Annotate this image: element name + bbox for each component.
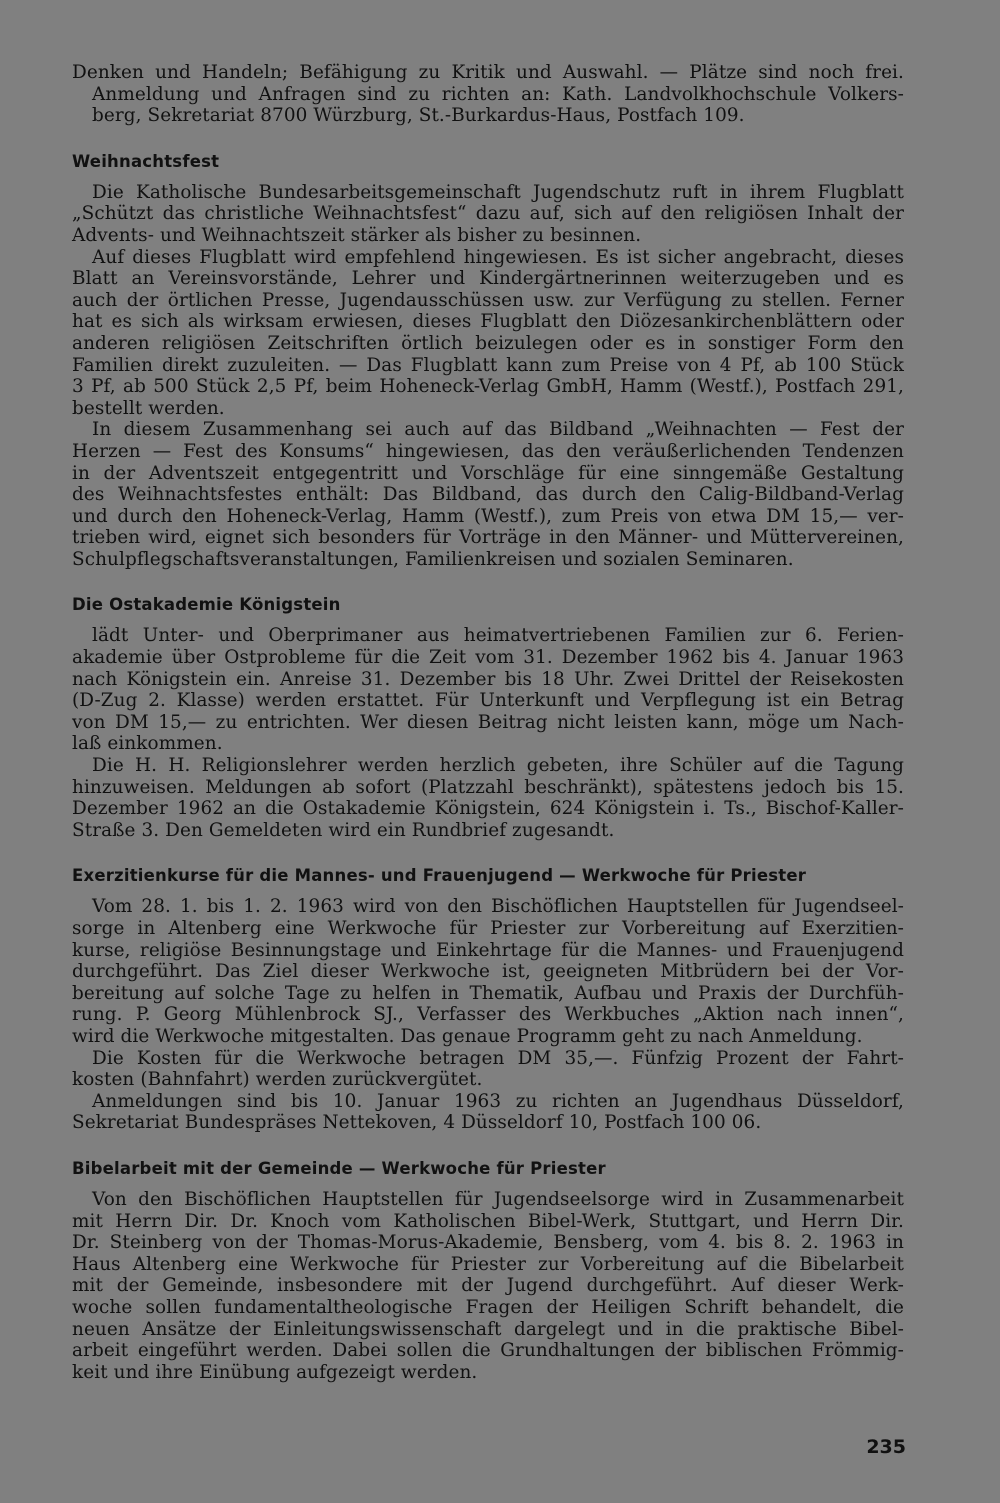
section-heading: Bibelarbeit mit der Gemeinde — Werkwoche für Priester xyxy=(72,1158,606,1178)
text-line: Dr. Steinberg von der Thomas-Morus-Akademie, Bensberg, vom 4. bis 8. 2. 1963 in xyxy=(72,1232,904,1254)
text-line: 3 Pf, ab 500 Stück 2,5 Pf, beim Hoheneck-Verlag GmbH, Hamm (Westf.), Postfach 291, xyxy=(72,376,904,398)
text-line: auch der örtlichen Presse, Jugendausschüssen usw. zur Verfügung zu stellen. Ferner xyxy=(72,289,904,311)
text-line: „Schützt das christliche Weihnachtsfest“ dazu auf, sich auf den religiösen Inhalt der xyxy=(72,203,904,225)
text-line: durchgeführt. Das Ziel dieser Werkwoche ist, geeigneten Mitbrüdern bei der Vor- xyxy=(72,961,904,983)
text-line: keit und ihre Einübung aufgezeigt werden. xyxy=(72,1361,478,1383)
text-line: mit Herrn Dir. Dr. Knoch vom Katholischen Bibel-Werk, Stuttgart, und Herrn Dir. xyxy=(72,1210,904,1232)
text-line: In diesem Zusammenhang sei auch auf das Bildband „Weihnachten — Fest der xyxy=(92,419,904,441)
text-line: kurse, religiöse Besinnungstage und Einkehrtage für die Mannes- und Frauenjugend xyxy=(72,939,904,961)
text-line: Anmeldung und Anfragen sind zu richten an: Kath. Landvolkhochschule Volkers- xyxy=(92,83,904,105)
document-page xyxy=(72,62,904,1383)
article-section xyxy=(72,1159,904,1383)
text-line: Die Katholische Bundesarbeitsgemeinschaft Jugendschutz ruft in ihrem Flugblatt xyxy=(92,181,904,203)
text-line: anderen religiösen Zeitschriften örtlich beizulegen oder es in sonstiger Form den xyxy=(72,332,904,354)
text-line: akademie über Ostprobleme für die Zeit vom 31. Dezember 1962 bis 4. Januar 1963 xyxy=(72,647,904,669)
text-line: rung. P. Georg Mühlenbrock SJ., Verfasser des Werkbuches „Aktion nach innen“, xyxy=(72,1004,904,1026)
text-line: bestellt werden. xyxy=(72,397,225,419)
text-line: Anmeldungen sind bis 10. Januar 1963 zu richten an Jugendhaus Düsseldorf, xyxy=(92,1090,904,1112)
section-heading: Die Ostakademie Königstein xyxy=(72,595,341,615)
text-line: wird die Werkwoche mitgestalten. Das genaue Programm geht zu nach Anmeldung. xyxy=(72,1025,863,1047)
text-line: (D-Zug 2. Klasse) werden erstattet. Für Unterkunft und Verpflegung ist ein Betrag xyxy=(72,690,904,712)
text-line: lädt Unter- und Oberprimaner aus heimatvertriebenen Familien zur 6. Ferien- xyxy=(92,625,904,647)
text-line: Haus Altenberg eine Werkwoche für Priester zur Vorbereitung auf die Bibelarbeit xyxy=(72,1253,904,1275)
text-line: von DM 15,— zu entrichten. Wer diesen Beitrag nicht leisten kann, möge um Nach- xyxy=(72,711,904,733)
text-line: kosten (Bahnfahrt) werden zurückvergütet. xyxy=(72,1069,483,1091)
text-line: neuen Ansätze der Einleitungswissenschaft dargelegt und in die praktische Bibel- xyxy=(72,1318,904,1340)
paragraph xyxy=(72,247,904,420)
article-section xyxy=(72,866,904,1134)
text-line: arbeit eingeführt werden. Dabei sollen die Grundhaltungen der biblischen Frömmig- xyxy=(72,1340,904,1362)
text-line: Auf dieses Flugblatt wird empfehlend hingewiesen. Es ist sicher angebracht, dieses xyxy=(92,246,904,268)
article-section xyxy=(72,595,904,841)
page-number: 235 xyxy=(866,1436,906,1458)
text-line: Advents- und Weihnachtszeit stärker als bisher zu besinnen. xyxy=(72,224,642,246)
paragraph xyxy=(72,755,904,841)
text-line: bereitung auf solche Tage zu helfen in Thematik, Aufbau und Praxis der Durchfüh- xyxy=(72,982,904,1004)
article-section xyxy=(72,152,904,571)
text-line: hat es sich als wirksam erwiesen, dieses Flugblatt den Diözesankirchenblättern oder xyxy=(72,311,904,333)
text-line: Dezember 1962 an die Ostakademie Königstein, 624 Königstein i. Ts., Bischof-Kaller- xyxy=(72,798,904,820)
text-line: Die H. H. Religionslehrer werden herzlich gebeten, ihre Schüler auf die Tagung xyxy=(92,755,904,777)
text-line: Schulpflegschaftsveranstaltungen, Familienkreisen und sozialen Seminaren. xyxy=(72,548,794,570)
text-line: Von den Bischöflichen Hauptstellen für Jugendseelsorge wird in Zusammenarbeit xyxy=(92,1188,904,1210)
text-line: mit der Gemeinde, insbesondere mit der Jugend durchgeführt. Auf dieser Werk- xyxy=(72,1275,904,1297)
text-line: berg, Sekretariat 8700 Würzburg, St.-Burkardus-Haus, Postfach 109. xyxy=(92,105,745,127)
text-line: und durch den Hoheneck-Verlag, Hamm (Westf.), zum Preis von etwa DM 15,— ver- xyxy=(72,505,904,527)
paragraph xyxy=(72,896,904,1047)
text-line: Familien direkt zuzuleiten. — Das Flugblatt kann zum Preise von 4 Pf, ab 100 Stück xyxy=(72,354,904,376)
text-line: Die Kosten für die Werkwoche betragen DM 35,—. Fünfzig Prozent der Fahrt- xyxy=(92,1047,904,1069)
text-line: nach Königstein ein. Anreise 31. Dezember bis 18 Uhr. Zwei Drittel der Reisekosten xyxy=(72,668,904,690)
text-line: des Weihnachtsfestes enthält: Das Bildband, das durch den Calig-Bildband-Verlag xyxy=(72,484,904,506)
paragraph xyxy=(72,182,904,247)
text-line: Herzen — Fest des Konsums“ hingewiesen, das den veräußerlichenden Tendenzen xyxy=(72,440,904,462)
text-line: in der Adventszeit entgegentritt und Vorschläge für eine sinngemäße Gestaltung xyxy=(72,462,904,484)
paragraph xyxy=(72,1091,904,1134)
text-line: Denken und Handeln; Befähigung zu Kritik und Auswahl. — Plätze sind noch frei. xyxy=(72,62,904,83)
sections-container xyxy=(72,127,904,1384)
text-line: woche sollen fundamentaltheologische Fragen der Heiligen Schrift behandelt, die xyxy=(72,1296,904,1318)
text-line: Straße 3. Den Gemeldeten wird ein Rundbrief zugesandt. xyxy=(72,819,615,841)
paragraph xyxy=(72,1189,904,1383)
section-heading: Weihnachtsfest xyxy=(72,151,220,171)
text-line: laß einkommen. xyxy=(72,733,223,755)
text-line: sorge in Altenberg eine Werkwoche für Priester zur Vorbereitung auf Exerzitien- xyxy=(72,918,904,939)
paragraph xyxy=(72,419,904,570)
paragraph xyxy=(72,625,904,755)
intro-paragraph xyxy=(72,62,904,127)
text-line: Vom 28. 1. bis 1. 2. 1963 wird von den Bischöflichen Hauptstellen für Jugendseel- xyxy=(92,896,904,918)
text-line: Blatt an Vereinsvorstände, Lehrer und Kindergärtnerinnen weiterzugeben und es xyxy=(72,268,904,290)
text-line: hinzuweisen. Meldungen ab sofort (Platzzahl beschränkt), spätestens jedoch bis 15. xyxy=(72,776,904,798)
text-line: Sekretariat Bundespräses Nettekoven, 4 Düsseldorf 10, Postfach 100 06. xyxy=(72,1112,762,1134)
section-heading: Exerzitienkurse für die Mannes- und Frauenjugend — Werkwoche für Priester xyxy=(72,866,807,886)
text-line: trieben wird, eignet sich besonders für Vorträge in den Männer- und Müttervereinen, xyxy=(72,527,904,549)
paragraph xyxy=(72,1048,904,1091)
